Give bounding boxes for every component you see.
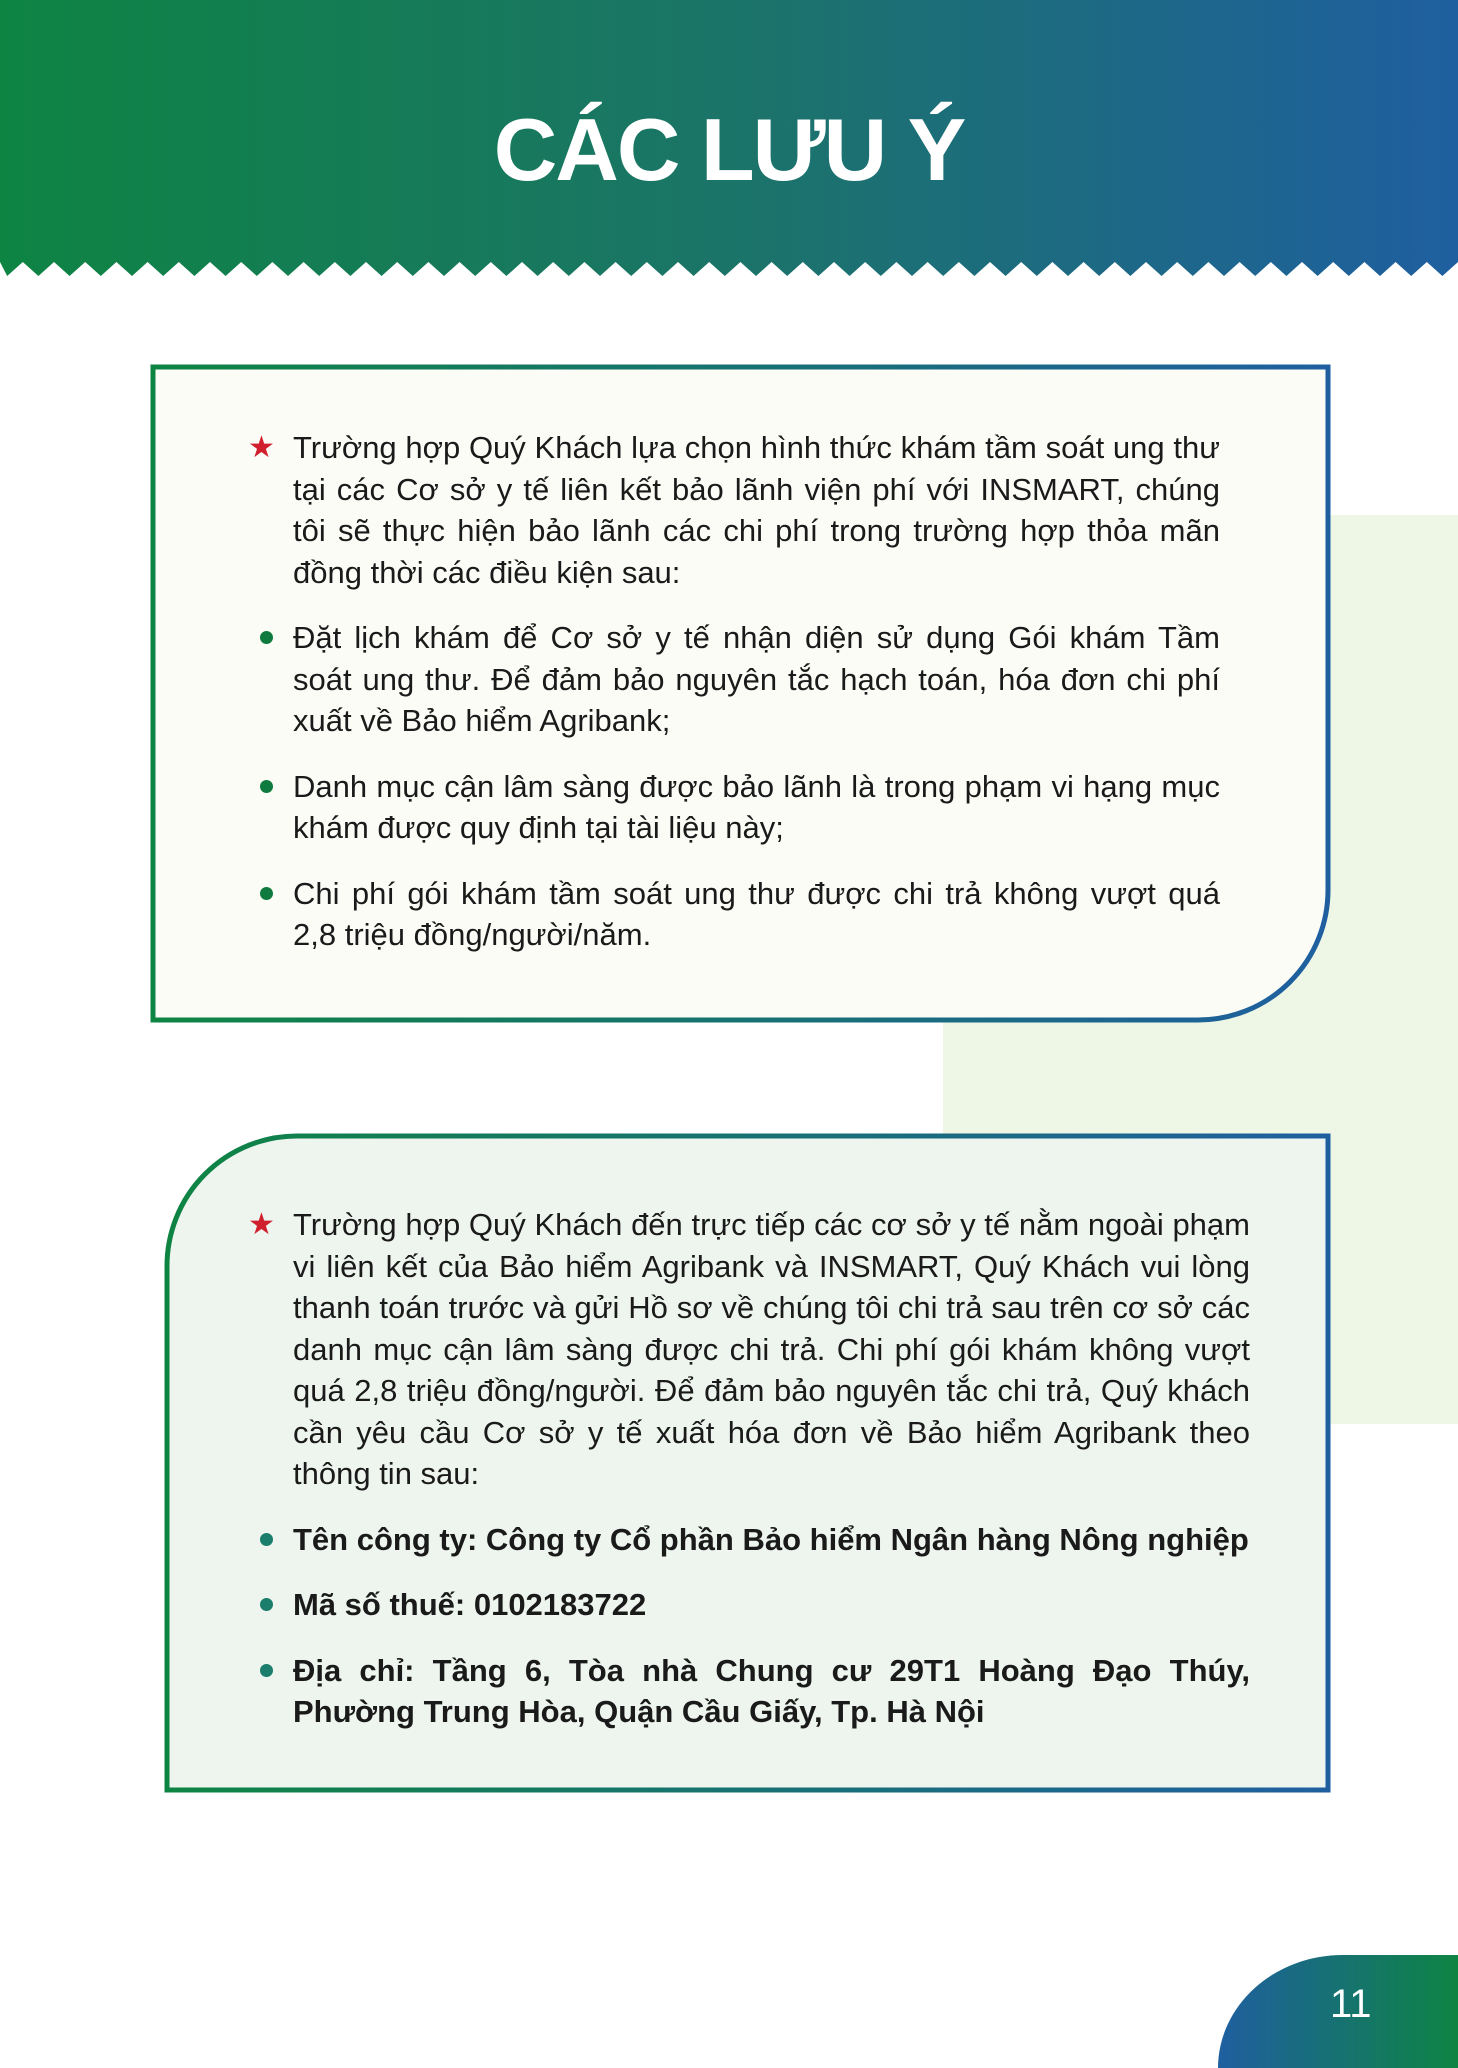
box1-content	[250, 427, 1220, 956]
address-text: Địa chỉ: Tầng 6, Tòa nhà Chung cư 29T1 Hoàng Đạo Thúy, Phường Trung Hòa, Quận Cầu Giấy, Tp. Hà Nội	[293, 1652, 1250, 1729]
notice-box-non-partner-facilities	[164, 1133, 1331, 1793]
company-name-text: Tên công ty: Công ty Cổ phần Bảo hiểm Ngân hàng Nông nghiệp	[293, 1521, 1249, 1557]
box2-intro	[250, 1204, 1250, 1495]
box1-bullet-3	[250, 873, 1220, 956]
box1-intro-text: Trường hợp Quý Khách lựa chọn hình thức khám tầm soát ung thư tại các Cơ sở y tế liên kết bảo lãnh viện phí với INSMART, chúng tôi sẽ thực hiện bảo lãnh các chi phí trong trường hợp thỏa mãn đồng thời các điều kiện sau:	[293, 430, 1220, 590]
box2-bullet-address	[250, 1650, 1250, 1733]
box1-bullet-text: Chi phí gói khám tầm soát ung thư được chi trả không vượt quá 2,8 triệu đồng/người/năm.	[293, 875, 1220, 952]
bullet-dot-icon	[260, 780, 273, 793]
page-number: 11	[1330, 1982, 1372, 2026]
bullet-dot-icon	[260, 887, 273, 900]
page-header-banner	[0, 0, 1458, 276]
star-icon: ★	[248, 1208, 275, 1241]
notice-box-partner-facilities	[150, 364, 1331, 1023]
bullet-dot-icon	[260, 1598, 273, 1611]
box2-bullet-company-name	[250, 1519, 1250, 1561]
page-title: CÁC LƯU Ý	[493, 100, 965, 199]
box2-content	[250, 1204, 1250, 1733]
box1-bullet-2	[250, 766, 1220, 849]
box1-bullet-text: Đặt lịch khám để Cơ sở y tế nhận diện sử dụng Gói khám Tầm soát ung thư. Để đảm bảo nguyên tắc hạch toán, hóa đơn chi phí xuất về Bảo hiểm Agribank;	[293, 620, 1220, 738]
box2-bullet-tax-code	[250, 1584, 1250, 1626]
star-icon: ★	[248, 431, 275, 464]
box1-bullet-1	[250, 617, 1220, 742]
tax-code-text: Mã số thuế: 0102183722	[293, 1587, 647, 1622]
bullet-dot-icon	[260, 631, 273, 644]
box1-intro	[250, 427, 1220, 593]
bullet-dot-icon	[260, 1533, 273, 1546]
box2-intro-text: Trường hợp Quý Khách đến trực tiếp các cơ sở y tế nằm ngoài phạm vi liên kết của Bảo hiểm Agribank và INSMART, Quý Khách vui lòng thanh toán trước và gửi Hồ sơ về chúng tôi chi trả sau trên cơ sở các danh mục cận lâm sàng được chi trả. Chi phí gói khám không vượt quá 2,8 triệu đồng/người. Để đảm bảo nguyên tắc chi trả, Quý khách cần yêu cầu Cơ sở y tế xuất hóa đơn về Bảo hiểm Agribank theo thông tin sau:	[293, 1207, 1250, 1491]
box1-bullet-text: Danh mục cận lâm sàng được bảo lãnh là trong phạm vi hạng mục khám được quy định tại tài liệu này;	[293, 768, 1220, 845]
bullet-dot-icon	[260, 1664, 273, 1677]
